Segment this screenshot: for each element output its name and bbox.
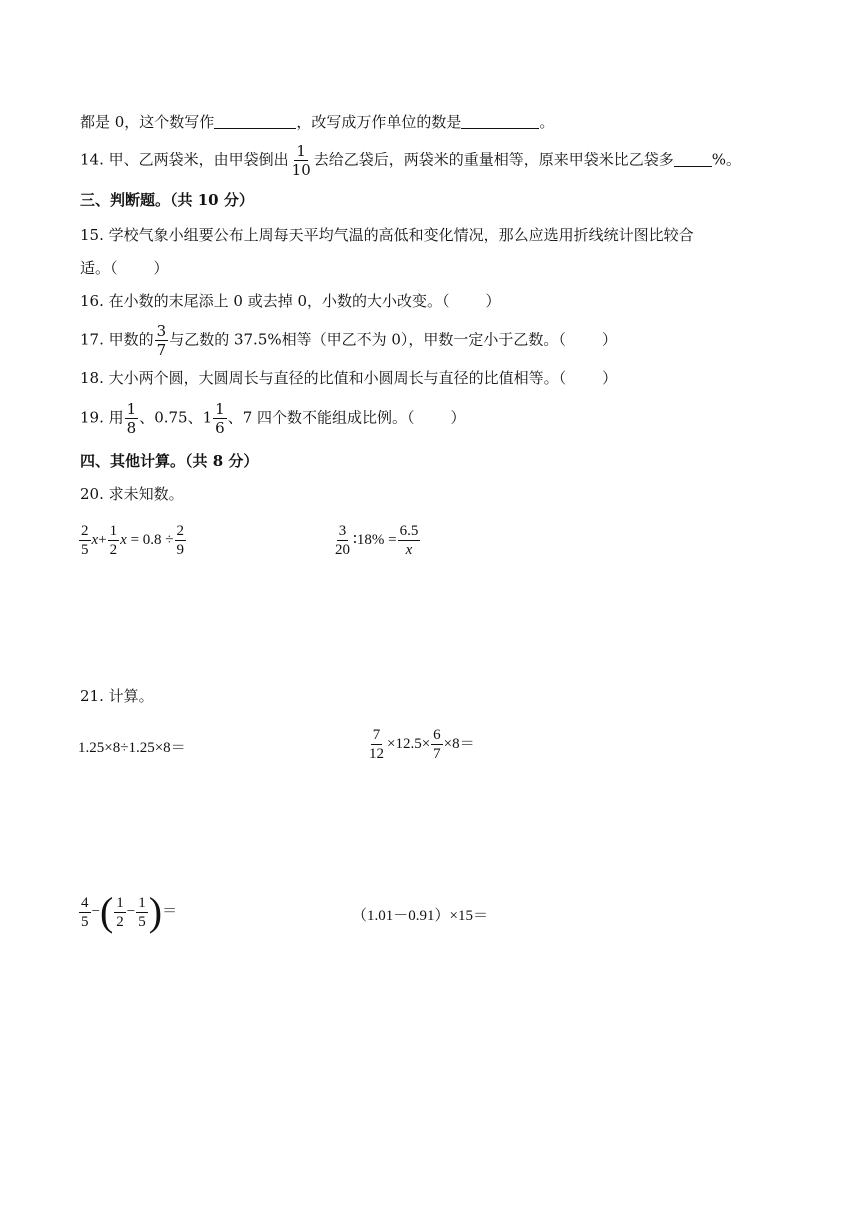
eq1-x2: x bbox=[120, 531, 127, 548]
q21-expression-3 bbox=[78, 889, 178, 934]
e3-frac-a bbox=[79, 894, 91, 931]
e3-frac-b bbox=[114, 894, 126, 931]
q13-text-1: 都是 0，这个数写作 bbox=[80, 113, 215, 131]
q13-text-3: 。 bbox=[539, 113, 555, 131]
q20-equation-2 bbox=[332, 522, 421, 559]
q19-text-1: 用 bbox=[108, 408, 124, 427]
q21-number: 21. bbox=[80, 687, 104, 705]
eq1-a-num: 2 bbox=[81, 523, 89, 539]
q19-f1-den: 8 bbox=[126, 419, 137, 437]
eq2-a-den: 20 bbox=[335, 542, 350, 558]
q17-frac-den: 7 bbox=[156, 341, 167, 359]
e3-right-paren: ) bbox=[148, 889, 163, 934]
q13-tail bbox=[80, 111, 554, 133]
q19-f2-num: 1 bbox=[215, 400, 225, 418]
q19-fraction-1 bbox=[125, 400, 139, 437]
q19-f2-den: 6 bbox=[215, 419, 225, 437]
q15-line-2 bbox=[80, 257, 169, 279]
q19-fraction-2 bbox=[213, 400, 227, 437]
q19-text-2: 、0.75、1 bbox=[139, 408, 213, 427]
eq1-b-num: 1 bbox=[109, 523, 118, 539]
eq1-c-den: 9 bbox=[176, 542, 185, 558]
q19-close: ） bbox=[450, 408, 466, 427]
eq2-b-den: x bbox=[405, 542, 413, 558]
e2-frac-a bbox=[367, 726, 386, 763]
eq1-plus: + bbox=[98, 531, 107, 548]
q14-fraction bbox=[290, 142, 313, 179]
eq2-mid: ∶18% = bbox=[353, 531, 397, 548]
q15-line-1 bbox=[80, 224, 694, 246]
section-3-title: 三、判断题。（共 10 分） bbox=[80, 191, 254, 209]
e3-b-num: 1 bbox=[116, 894, 124, 911]
e3-c-den: 5 bbox=[138, 913, 146, 930]
e3-frac-c bbox=[136, 894, 148, 931]
e2-frac-b bbox=[431, 726, 443, 763]
q21-expression-1: 1.25×8÷1.25×8＝ bbox=[78, 740, 186, 756]
q19 bbox=[80, 400, 466, 437]
q18 bbox=[80, 367, 617, 389]
q13-blank-2[interactable] bbox=[461, 112, 539, 129]
q20-text: 求未知数。 bbox=[108, 485, 184, 503]
e2-b-den: 7 bbox=[433, 746, 441, 762]
e2-a-num: 7 bbox=[372, 727, 381, 743]
eq1-x1: x bbox=[91, 531, 99, 548]
eq1-a-den: 5 bbox=[81, 542, 89, 558]
q20-number: 20. bbox=[80, 485, 104, 503]
eq1-eq: = 0.8 ÷ bbox=[130, 531, 174, 548]
q18-number: 18. bbox=[80, 369, 104, 387]
q19-number: 19. bbox=[80, 408, 104, 427]
e3-c-num: 1 bbox=[138, 894, 146, 911]
q16-close: ） bbox=[485, 292, 501, 310]
q13-blank-1[interactable] bbox=[214, 112, 296, 129]
q18-text: 大小两个圆，大圆周长与直径的比值和小圆周长与直径的比值相等。（ bbox=[108, 369, 567, 387]
e3-a-num: 4 bbox=[81, 894, 89, 911]
q17-text-2: 与乙数的 37.5%相等（甲乙不为 0），甲数一定小于乙数。（ bbox=[169, 330, 566, 349]
q14-frac-den: 10 bbox=[291, 161, 311, 179]
q15-text-1: 学校气象小组要公布上周每天平均气温的高低和变化情况，那么应选用折线统计图比较合 bbox=[108, 226, 694, 244]
eq1-frac-c bbox=[175, 522, 187, 559]
q19-f1-num: 1 bbox=[126, 400, 137, 418]
q21 bbox=[80, 685, 154, 707]
q14-text-3: %。 bbox=[711, 150, 742, 169]
e2-a-den: 12 bbox=[369, 746, 384, 762]
q17 bbox=[80, 322, 617, 359]
q17-text-1: 甲数的 bbox=[108, 330, 154, 349]
eq1-frac-b bbox=[108, 522, 120, 559]
q17-frac-num: 3 bbox=[156, 322, 167, 340]
e3-a-den: 5 bbox=[81, 913, 89, 930]
q18-close: ） bbox=[602, 369, 618, 387]
q15-text-2: 适。（ bbox=[80, 259, 118, 277]
q14-blank[interactable] bbox=[674, 150, 712, 167]
q20-equation-1 bbox=[78, 522, 187, 559]
q16-text: 在小数的末尾添上 0 或去掉 0，小数的大小改变。（ bbox=[108, 292, 450, 310]
q14 bbox=[80, 142, 741, 179]
eq1-b-den: 2 bbox=[109, 542, 118, 558]
eq1-c-num: 2 bbox=[176, 523, 185, 539]
e2-b-num: 6 bbox=[433, 727, 441, 743]
e2-tail: ×8＝ bbox=[443, 735, 475, 752]
q21-text: 计算。 bbox=[108, 687, 154, 705]
eq2-frac-a bbox=[333, 522, 352, 559]
q19-text-3: 、7 四个数不能组成比例。（ bbox=[227, 408, 415, 427]
q15-number: 15. bbox=[80, 226, 104, 244]
q17-close: ） bbox=[601, 330, 617, 349]
q16 bbox=[80, 290, 501, 312]
q16-number: 16. bbox=[80, 292, 104, 310]
q17-number: 17. bbox=[80, 330, 104, 349]
eq2-b-num: 6.5 bbox=[399, 523, 419, 539]
e3-minus: − bbox=[91, 903, 100, 920]
e3-eq: ＝ bbox=[162, 903, 178, 920]
q13-text-2: ，改写成万作单位的数是 bbox=[296, 113, 462, 131]
q14-frac-num: 1 bbox=[296, 142, 306, 160]
q21-expression-4: （1.01－0.91）×15＝ bbox=[352, 908, 488, 924]
q15-close: ） bbox=[153, 259, 169, 277]
q14-text-2: 去给乙袋后，两袋米的重量相等，原来甲袋米比乙袋多 bbox=[313, 150, 674, 169]
q21-expression-2 bbox=[366, 726, 475, 763]
eq2-frac-b bbox=[398, 522, 421, 559]
e3-minus-2: − bbox=[126, 903, 136, 920]
e2-mid: ×12.5× bbox=[387, 735, 431, 752]
q17-fraction bbox=[155, 322, 169, 359]
q14-number: 14. bbox=[80, 150, 104, 169]
eq2-a-num: 3 bbox=[338, 523, 347, 539]
e3-b-den: 2 bbox=[116, 913, 124, 930]
section-4-title: 四、其他计算。（共 8 分） bbox=[80, 452, 259, 470]
q20 bbox=[80, 483, 184, 505]
eq1-frac-a bbox=[79, 522, 91, 559]
e3-left-paren: ( bbox=[99, 889, 114, 934]
q14-text-1: 甲、乙两袋米，由甲袋倒出 bbox=[108, 150, 289, 169]
